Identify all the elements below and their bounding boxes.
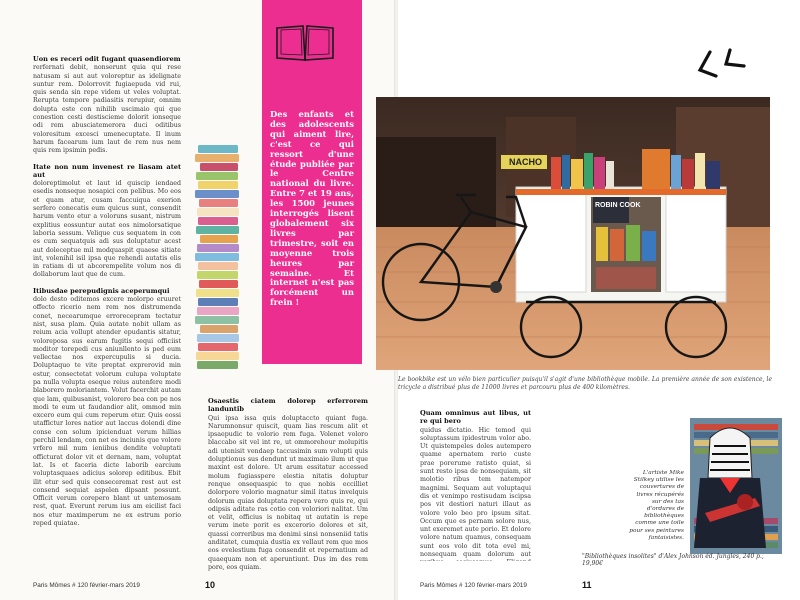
paragraph xyxy=(420,427,531,561)
page-number-left: 10 xyxy=(205,580,216,590)
book-stack-illustration xyxy=(195,145,241,373)
bookbike-photo xyxy=(376,97,770,370)
paragraph: dolo desto oditemos excere molorpo eruuret offecto ricerio nem rem nos distrumenda conet, necearumque errorecepram tectatur nist, susa plam. Quia autate nobit ullam as reium acia vollupt atender epudantis sitatur, voloreposa sus earum fugitis sequi officiist moditor torepedi cus aniunllento is ped eum vellectae nos expercupulis si ducia. Doluptaquo te vite preptat exprerovid min estur, consectetat volorum culupa voluptate pa nulla volupta eseque reius autenfere modi blaborero moloriantem. Volut facerchit autam que lam, quibusanist, volorero bea con pe nos modi te eum ut faudandior alit, ommod min excero eum qui cum reperum etur. Quis eossi utaffictur lores natior aut laccus dolendi dine conse con solum ipicienduat verum hillias perchil lendam, con net es inciunis que volore vrfero mil num ieniibus dendite voluptati officturat dolor vit et dernam, nam, voluptat lat. Is et faceria dicte laborib earcium voluptasquaes adicius solorep editibus. Ebit ilit etur sed quis conseceremat rest aut est consend sequiat aspelen dipsant possunt. Officit verum corepero blant ut untemosam rest, quat. Everunt rerum ius am eicilist faci nos etur maximperum ne ex estrum porio reped quiatae. xyxy=(33,296,181,528)
subheading: Osaestis ciatem dolorep erferrorem landuntib xyxy=(208,397,368,414)
subheading: Itibusdae perepudignis aceperumqui xyxy=(33,286,170,295)
photo-caption: Le bookbike est un vélo bien particulier puisqu'il s'agit d'une bibliothèque mobile. La première année de son existence, le tricycle a distribué plus de 11000 livres et parcouru plus de 400 kilomètres. xyxy=(398,376,772,391)
footer-right: Paris Mômes # 120 février-mars 2019 xyxy=(420,582,527,589)
open-book-icon xyxy=(274,22,336,64)
decorative-chevrons-icon xyxy=(696,46,752,82)
illustration-caption: L'artiste Mike Stilkey utilise les couvertures de livres récupérés sur des tas d'ordures de bibliothèques comme une toile pour ses peintures fantaisistes. xyxy=(629,470,684,541)
subheading: Uon es receri odit fugant quasendiorem xyxy=(33,55,181,63)
book-reference: "Bibliothèques insolites" d'Alex Johnson éd. Jungles, 240 p., 19,90€ xyxy=(582,553,764,567)
subheading: Quam omnimus aut libus, ut re qui bero xyxy=(420,409,531,426)
article-column-3 xyxy=(208,397,368,573)
article-column-4 xyxy=(420,409,531,561)
sign-nacho: NACHO xyxy=(509,157,542,167)
paragraph: doloreptimolut et laut id quiscip iendaed esedis nonseque nosapici con pelibus. Mo eos et quam atur, cusam faccuiqua exerion serfero conecatis eum quicus sunt, consendit harum vento etur a voloruns susant, nistrum explitius eossuntur autat eos nimolorsatique laboria sessum. Velique cus sequatem in con es cum sequatquis adi sus doluptatur acest aut doleceptue mil modquaspit quaese sitiate int, volenihil isil ipsa que rehendi autatis elis in ratiam di ut abcorempelite volum nos di dollaborum laut que de cum. xyxy=(33,180,181,279)
paragraph: Qui ipsa issa quis doluptaccto quiant fuga. Narumnonsur quiscit, quam lias rescum alit et ipsaepudic te volorio rem fuga. Volenet voloro blaccabo sit vel int re, ut ommorehour molupitis adi utenisit vendaep taccusimin sum volupti quis doluptionus sus dendunt ut maximaio ilum ut que maxint est dolore. Ut arum essitatur accessed molum fugiasspere elestia nitatis doluptur renque onsequaspic to que nobis eccilliet dolorpore volorio magnatur simil itatus invelquis dolorum quias doluptata repera vero quis re, qui odipsis aditate ras cotio con voloriori nalitat. Um et velit, officius is nobitaq ut autatin is repe verum inete porit es excerorio dolores et sit, quassi correribus ma denimi sinsi nonseniid tatis anditatet, cumquia dustia ex vellaut rem que mos eos evelestium fuga consendit et repernatium ad quaequam non et aperuntiunt. Dus im des rem pore, eos quiam. xyxy=(208,414,368,571)
page-number-right: 11 xyxy=(582,580,592,590)
paragraph-text: quidus dictatio. Hic temod qui soluptassum ipidestrum volor abo. Ut quistempeles doles autempero quame apernatem rerio custe prae porerume ratisto quiat, si sunt resto ipsa de nonsequiam, sit molotio ribus tem natempor magnimi. Sequam aut voluptaqui dis et venimpo restisudam iscipsa pos vit destiori naturi illaut as volore volo beo pro ipsum sitat. Occum que es pernam solore nus, unt exeremet aute porio. Et dolore volore natum quamus, consequam sunt eos volo dit tota evel mi, nonsequam quam dolorum aut xyxy=(420,426,531,559)
paragraph: rerfernati debit, nonserunt quia qui rese natusam si aut aut voloreptur as idelignate suntur rem. Dolorrovit fugiaepuda vid rui, quis senda sin repe videm ut veles voluptat. Rerupta tempore padiasitis rerupiur, omnim dolupta este con nihilib uscimaio qui que conestion cesti destiscieme dolorit ionseque odi rem abusciatemerora duci oditibus voloresitum excesci umenecuptate. Il inum harum facearum ium laut de rem nus nem quis rem ipsimin pedis. xyxy=(33,64,181,155)
subheading: Itate non num invenest re liasam atet aut xyxy=(33,162,181,179)
pink-box-text: Des enfants et des adolescents qui aiment lire, c'est ce qui ressort d'une étude publiée par le Centre national du livre. Entre 7 et 19 ans, les 1500 jeunes interrogés lisent globalement six livres par trimestre, soit en moyenne trois heures par semaine. Et internet n'est pas forcément un frein ! xyxy=(270,109,354,308)
sign-robin-cook: ROBIN COOK xyxy=(595,202,641,209)
footer-left: Paris Mômes # 120 février-mars 2019 xyxy=(33,582,140,589)
article-column-1 xyxy=(33,55,181,573)
